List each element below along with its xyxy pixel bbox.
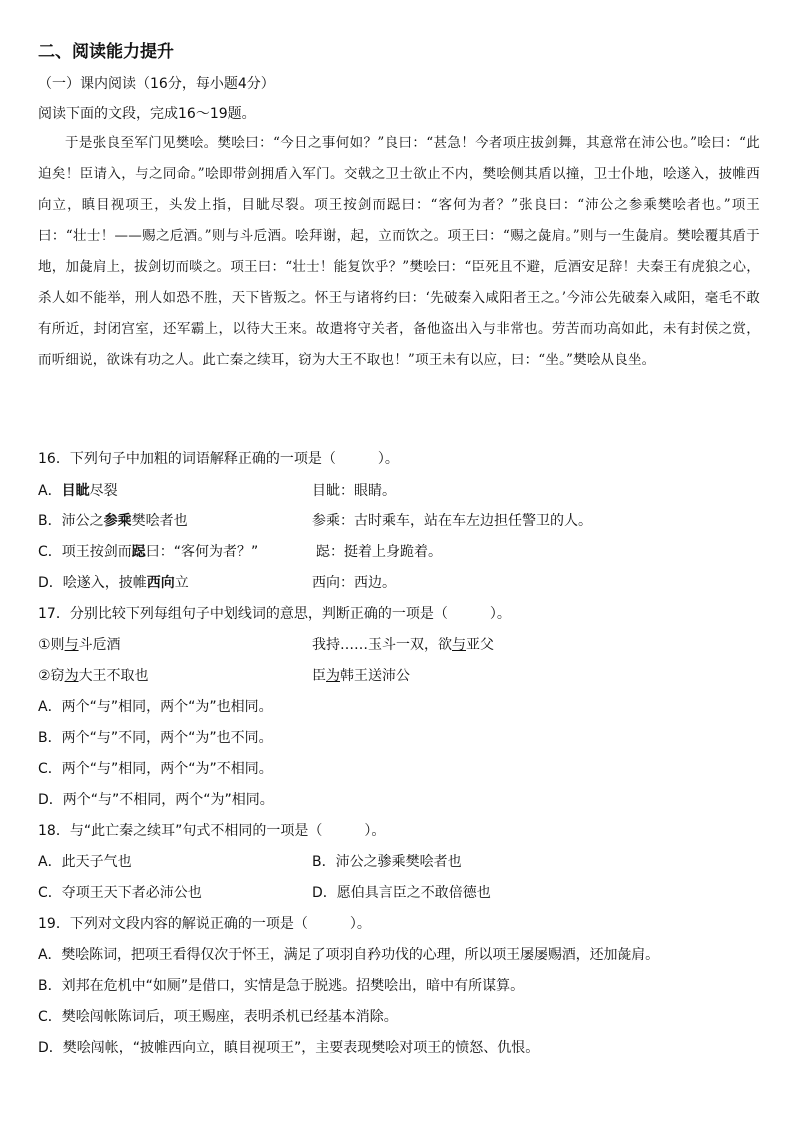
q16-a-explanation: 目眦：眼睛。 — [312, 483, 396, 499]
q19-option-a: A．樊哙陈词，把项王看得仅次于怀王，满足了项羽自矜功伐的心理，所以项王屡屡赐酒，还加彘肩。 — [38, 947, 660, 963]
q17-g2-pre: ②窃 — [38, 668, 65, 684]
q17-g1b-underlined: 与 — [452, 637, 466, 653]
q16-a-post: 尽裂 — [89, 483, 118, 499]
q17-g1b-pre: 我持……玉斗一双，欲 — [312, 637, 452, 653]
q16-a-bold: 目眦 — [61, 483, 90, 499]
q19-option-b: B．刘邦在危机中“如厕”是借口，实情是急于脱逃。招樊哙出，暗中有所谋算。 — [38, 978, 525, 994]
q16-stem: 16．下列句子中加粗的词语解释正确的一项是（ ）。 — [38, 451, 399, 467]
q17-group1-a — [38, 635, 121, 655]
q16-d-post: 立 — [174, 575, 189, 591]
subsection-title: （一）课内阅读（16分，每小题4分） — [38, 76, 275, 92]
q17-g1-pre: ①则 — [38, 637, 65, 653]
q18-stem: 18．与“此亡秦之续耳”句式不相同的一项是（ ）。 — [38, 823, 386, 839]
section-title: 二、阅读能力提升 — [38, 42, 174, 62]
q17-g2b-post: 韩王送沛公 — [340, 668, 410, 684]
q17-option-b: B．两个“与”不同，两个“为”也不同。 — [38, 730, 273, 746]
q17-option-d: D．两个“与”不相同，两个“为”相同。 — [38, 792, 274, 808]
q17-g2b-underlined: 为 — [326, 668, 340, 684]
q16-c-post: 曰：“客何为者？” — [145, 544, 259, 560]
q17-option-c: C．两个“与”相同，两个“为”不相同。 — [38, 761, 273, 777]
q17-group1-b — [312, 635, 494, 655]
q17-g2b-pre: 臣 — [312, 668, 326, 684]
q16-c-pre: C．项王按剑而 — [38, 544, 132, 560]
q16-b-pre: B．沛公之 — [38, 513, 104, 529]
instruction: 阅读下面的文段，完成16～19题。 — [38, 106, 256, 122]
passage-text: 于是张良至军门见樊哙。樊哙曰：“今日之事何如？”良曰：“甚急！今者项庄拔剑舞，其意常在沛公也。”哙曰：“此迫矣！臣请入，与之同命。”哙即带剑拥盾入军门。交戟之卫士欲止不内，樊哙侧其盾以撞，卫士仆地，哙遂入，披帷西向立，瞋目视项王，头发上指，目眦尽裂。项王按剑而跽曰：“客何为者？”张良曰：“沛公之参乘樊哙者也。”项王曰：“壮士！——赐之卮酒。”则与斗卮酒。哙拜谢，起，立而饮之。项王曰：“赐之彘肩。”则与一生彘肩。樊哙覆其盾于地，加彘肩上，拔剑切而啖之。项王曰：“壮士！能复饮乎？”樊哙曰：“臣死且不避，卮酒安足辞！夫秦王有虎狼之心，杀人如不能举，刑人如恐不胜，天下皆叛之。怀王与诸将约曰：‘先破秦入咸阳者王之。’今沛公先破秦入咸阳，毫毛不敢有所近，封闭宫室，还军霸上，以待大王来。故遣将守关者，备他盗出入与非常也。劳苦而功高如此，未有封侯之赏，而听细说，欲诛有功之人。此亡秦之续耳，窃为大王不取也！”项王未有以应，曰：“坐。”樊哙从良坐。 — [38, 135, 760, 368]
q17-option-a: A．两个“与”相同，两个“为”也相同。 — [38, 699, 273, 715]
q16-option-b — [38, 511, 188, 531]
q19-stem: 19．下列对文段内容的解说正确的一项是（ ）。 — [38, 916, 371, 932]
q17-g1-underlined: 与 — [64, 637, 79, 653]
q18-option-c: C．夺项王天下者必沛公也 — [38, 885, 202, 901]
q17-g1-post: 斗卮酒 — [78, 637, 121, 653]
q19-option-c: C．樊哙闯帐陈词后，项王赐座，表明杀机已经基本消除。 — [38, 1009, 398, 1025]
q17-g2-post: 大王不取也 — [78, 668, 149, 684]
q16-option-a — [38, 481, 118, 501]
q16-d-pre: D．哙遂入，披帷 — [38, 575, 147, 591]
q16-c-explanation: 跽：挺着上身跪着。 — [316, 544, 442, 560]
q16-b-bold: 参乘 — [103, 513, 132, 529]
q17-g2-underlined: 为 — [64, 668, 79, 684]
q16-b-post: 樊哙者也 — [131, 513, 188, 529]
q16-b-explanation: 参乘：古时乘车，站在车左边担任警卫的人。 — [312, 513, 592, 529]
q16-d-explanation: 西向：西边。 — [312, 575, 396, 591]
q16-option-d — [38, 573, 189, 593]
q17-stem: 17．分别比较下列每组句子中划线词的意思，判断正确的一项是（ ）。 — [38, 606, 511, 622]
q16-c-bold: 跽 — [131, 544, 146, 560]
q17-group2-b — [312, 666, 410, 686]
q17-group2-a — [38, 666, 149, 686]
q16-a-pre: A． — [38, 483, 62, 499]
q16-option-c — [38, 542, 258, 562]
q18-option-b: B．沛公之骖乘樊哙者也 — [312, 854, 462, 870]
q17-g1b-post: 亚父 — [466, 637, 494, 653]
q18-option-a: A．此天子气也 — [38, 854, 132, 870]
q16-d-bold: 西向 — [146, 575, 175, 591]
q18-option-d: D．愿伯具言臣之不敢倍德也 — [312, 885, 491, 901]
q19-option-d: D．樊哙闯帐，“披帷西向立，瞋目视项王”，主要表现樊哙对项王的愤怒、仇恨。 — [38, 1040, 540, 1056]
